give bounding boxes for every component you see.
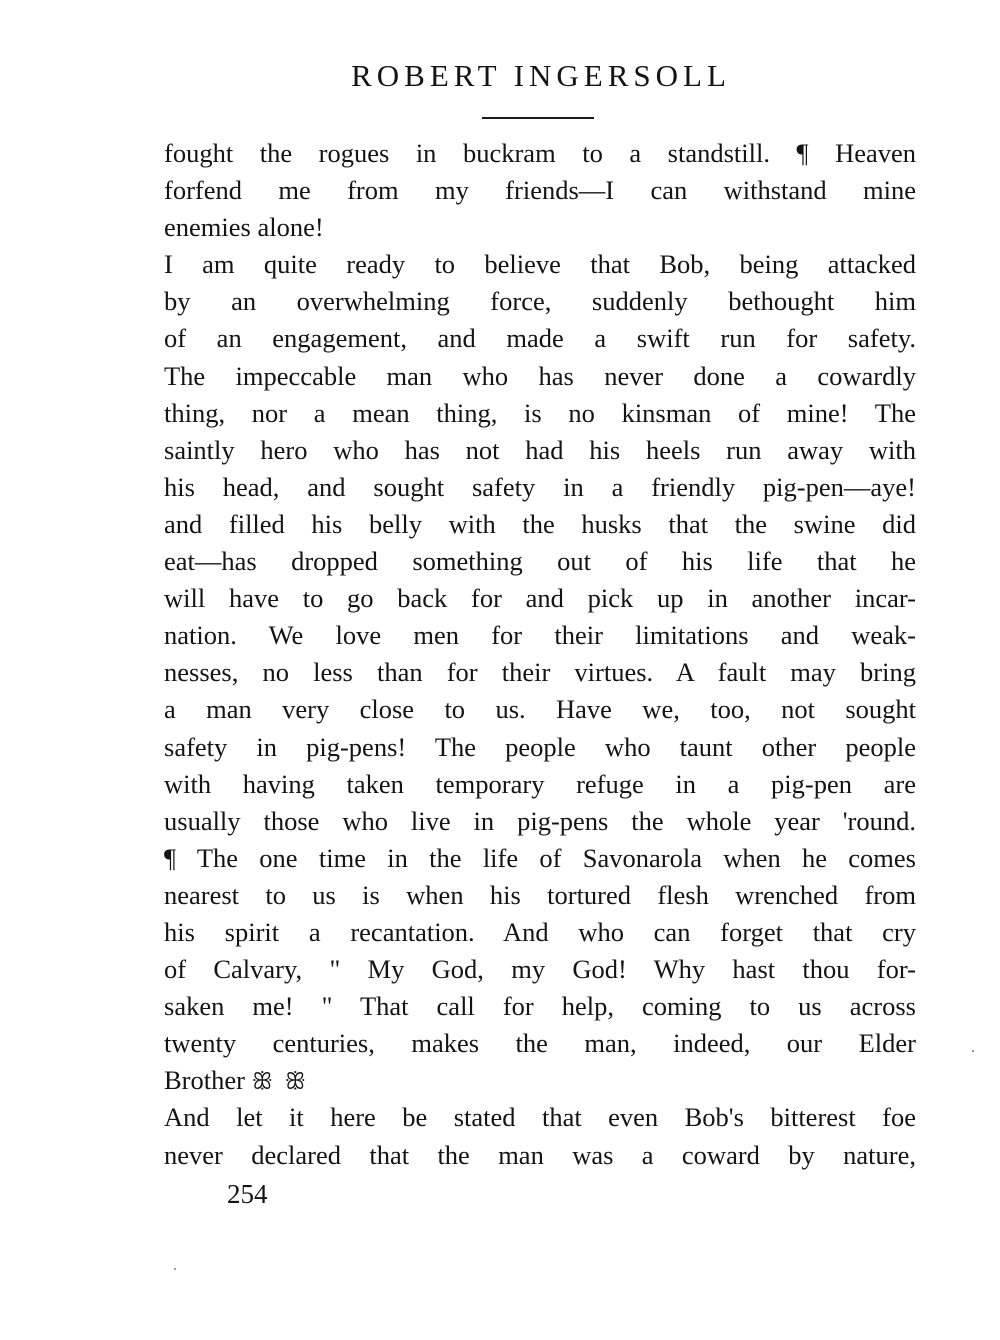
text-line-with-ornament <box>164 1062 916 1099</box>
text-line: his spirit a recantation. And who can forget that cry <box>164 916 916 947</box>
text-line: nesses, no less than for their virtues. A fault may bring <box>164 657 916 688</box>
text-line: Brother <box>164 1065 245 1096</box>
text-line: with having taken temporary refuge in a pig-pen are <box>164 768 916 799</box>
text-line: fought the rogues in buckram to a standstill. ¶ Heaven <box>164 138 916 168</box>
text-line: of an engagement, and made a swift run for safety. <box>164 323 916 354</box>
text-line: usually those who live in pig-pens the whole year 'round. <box>164 805 916 836</box>
text-line: eat—has dropped something out of his life that he <box>164 546 916 577</box>
body-text <box>164 135 916 1174</box>
text-line: saintly hero who has not had his heels run away with <box>164 434 916 465</box>
text-line: by an overwhelming force, suddenly bethought him <box>164 286 916 317</box>
text-line: will have to go back for and pick up in another incar- <box>164 583 916 614</box>
head-rule <box>482 117 594 119</box>
text-line: enemies alone! <box>164 212 324 243</box>
text-line: nearest to us is when his tortured flesh wrenched from <box>164 879 916 910</box>
text-line: of Calvary, " My God, my God! Why hast thou for- <box>164 954 916 985</box>
text-line: forfend me from my friends—I can withstand mine <box>164 175 916 206</box>
text-line: and filled his belly with the husks that the swine did <box>164 508 916 539</box>
scan-speck <box>972 1050 974 1052</box>
text-line: twenty centuries, makes the man, indeed, our Elder <box>164 1028 916 1059</box>
leaf-ornament-icon: ꕥ ꕥ <box>251 1069 310 1095</box>
text-line: thing, nor a mean thing, is no kinsman of mine! The <box>164 397 916 428</box>
text-line: And let it here be stated that even Bob's bitterest foe <box>164 1102 916 1133</box>
text-line: a man very close to us. Have we, too, not sought <box>164 694 916 725</box>
text-line: his head, and sought safety in a friendly pig-pen—aye! <box>164 471 916 502</box>
text-line: ¶ The one time in the life of Savonarola when he comes <box>164 842 916 873</box>
scan-speck <box>174 1268 176 1270</box>
running-head: ROBERT INGERSOLL <box>351 58 731 93</box>
text-line: saken me! " That call for help, coming to us across <box>164 991 916 1022</box>
text-line: I am quite ready to believe that Bob, being attacked <box>164 249 916 280</box>
page-number: 254 <box>227 1179 268 1209</box>
text-line: safety in pig-pens! The people who taunt other people <box>164 731 916 762</box>
text-line: nation. We love men for their limitations and weak- <box>164 620 916 651</box>
text-line: never declared that the man was a coward by nature, <box>164 1139 916 1170</box>
text-line: The impeccable man who has never done a cowardly <box>164 360 916 391</box>
